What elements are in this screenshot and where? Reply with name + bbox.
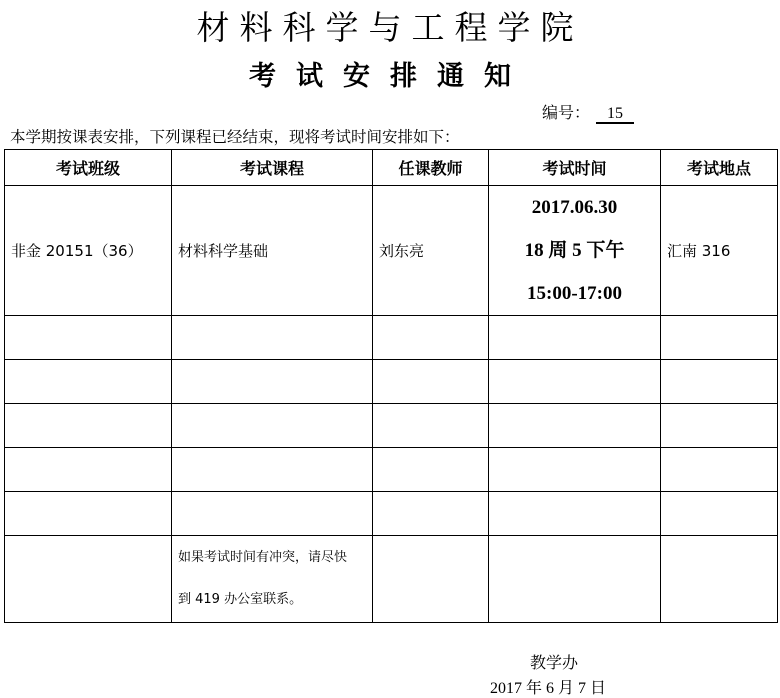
empty-cell: [373, 316, 489, 360]
table-row-empty: [5, 404, 778, 448]
column-header-location: 考试地点: [661, 150, 778, 186]
empty-cell: [5, 360, 172, 404]
empty-cell: [172, 360, 373, 404]
empty-cell: [172, 404, 373, 448]
serial-number-field: [542, 100, 634, 124]
empty-cell: [661, 360, 778, 404]
empty-cell: [373, 360, 489, 404]
note-line-1: 如果考试时间有冲突，请尽快: [178, 550, 348, 565]
empty-cell: [661, 492, 778, 536]
cell-course: 材料科学基础: [172, 186, 373, 316]
empty-cell: [172, 492, 373, 536]
empty-cell: [661, 536, 778, 623]
empty-cell: [172, 448, 373, 492]
cell-location: 汇南 316: [661, 186, 778, 316]
table-row: [5, 186, 778, 316]
empty-cell: [489, 404, 661, 448]
empty-cell: [5, 536, 172, 623]
empty-cell: [661, 448, 778, 492]
conflict-note: [172, 536, 373, 623]
column-header-teacher: 任课教师: [373, 150, 489, 186]
cell-class: 非金 20151（36）: [5, 186, 172, 316]
time-date: 2017.06.30: [531, 197, 618, 218]
empty-cell: [5, 404, 172, 448]
empty-cell: [373, 492, 489, 536]
table-row-note: [5, 536, 778, 623]
empty-cell: [373, 448, 489, 492]
table-row-empty: [5, 360, 778, 404]
empty-cell: [661, 404, 778, 448]
column-header-time: 考试时间: [489, 150, 661, 186]
table-row-empty: [5, 448, 778, 492]
empty-cell: [489, 448, 661, 492]
empty-cell: [5, 448, 172, 492]
intro-text: 本学期按课表安排，下列课程已经结束，现将考试时间安排如下：: [10, 128, 460, 146]
empty-cell: [661, 316, 778, 360]
empty-cell: [172, 316, 373, 360]
time-range: 15:00-17:00: [527, 283, 622, 304]
issue-date: 2017 年 6 月 7 日: [490, 680, 607, 697]
serial-number: 15: [596, 105, 634, 124]
table-row-empty: [5, 316, 778, 360]
empty-cell: [489, 492, 661, 536]
serial-label: 编号：: [542, 103, 591, 122]
issuing-office: 教学办: [530, 653, 579, 672]
time-week: 18 周 5 下午: [524, 240, 625, 261]
exam-schedule-table: [4, 149, 778, 623]
empty-cell: [489, 316, 661, 360]
column-header-course: 考试课程: [172, 150, 373, 186]
note-line-2: 到 419 办公室联系。: [178, 592, 303, 607]
empty-cell: [5, 492, 172, 536]
cell-teacher: 刘东亮: [373, 186, 489, 316]
column-header-class: 考试班级: [5, 150, 172, 186]
empty-cell: [373, 536, 489, 623]
empty-cell: [373, 404, 489, 448]
empty-cell: [489, 360, 661, 404]
empty-cell: [5, 316, 172, 360]
table-header-row: [5, 150, 778, 186]
cell-time: [489, 186, 661, 316]
empty-cell: [489, 536, 661, 623]
institution-title: 材料科学与工程学院: [196, 8, 584, 47]
notice-title: 考试安排通知: [249, 61, 531, 92]
table-row-empty: [5, 492, 778, 536]
